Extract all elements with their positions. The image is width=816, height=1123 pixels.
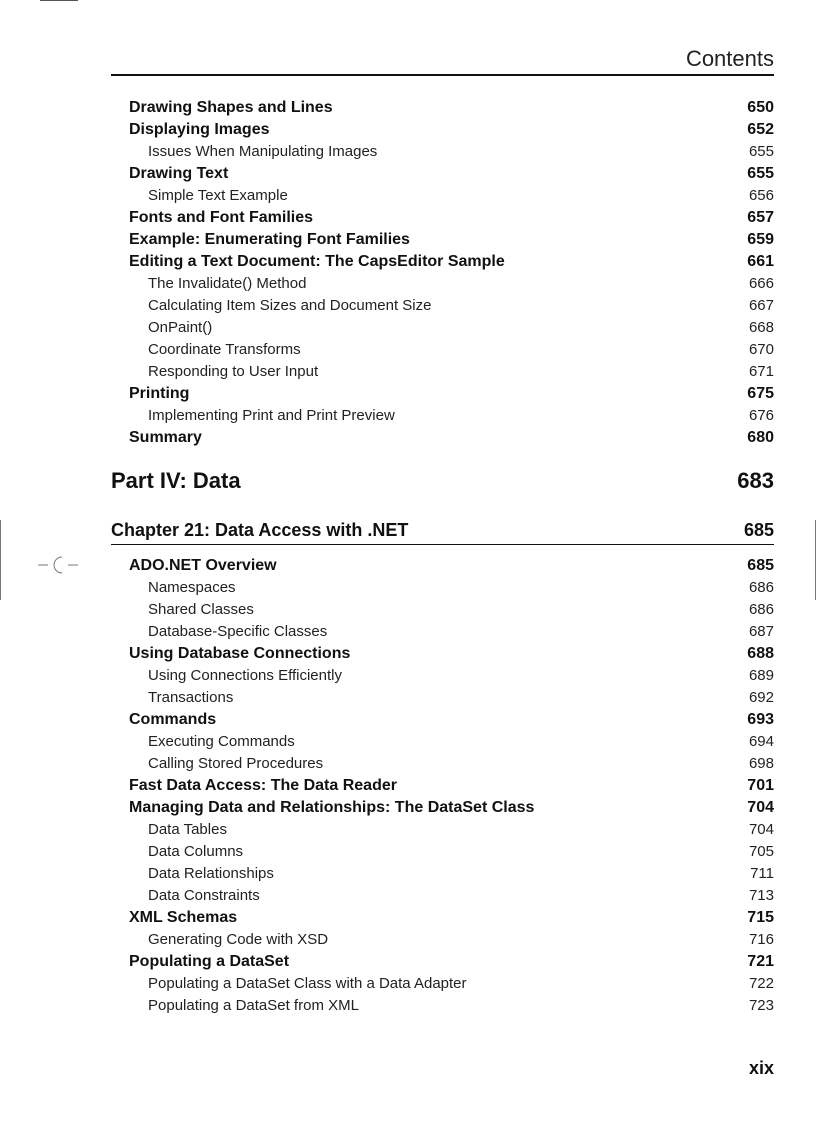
chapter-page-number: 685 xyxy=(743,520,774,540)
toc-subentry[interactable] xyxy=(111,885,774,907)
toc-subentry[interactable] xyxy=(111,819,774,841)
toc-entry[interactable] xyxy=(111,951,774,973)
toc-entry-page-number: 680 xyxy=(747,429,774,446)
toc-subentry[interactable] xyxy=(111,973,774,995)
toc-entry-page-number: 715 xyxy=(747,909,774,926)
page-folio: xix xyxy=(748,1058,774,1078)
toc-entry-title: Fonts and Font Families xyxy=(129,209,314,226)
toc-entry-page-number: 659 xyxy=(747,231,774,248)
toc-entry[interactable] xyxy=(111,555,774,577)
toc-entry-title: Summary xyxy=(129,429,202,446)
toc-entry-title: Simple Text Example xyxy=(148,187,288,204)
toc-entry-page-number: 721 xyxy=(747,953,774,970)
toc-entry-title: Using Database Connections xyxy=(129,645,351,662)
toc-entry-page-number: 670 xyxy=(748,341,774,358)
toc-entry-page-number: 671 xyxy=(748,363,774,380)
toc-entry-title: The Invalidate() Method xyxy=(148,275,307,292)
toc-entry-page-number: 675 xyxy=(747,385,774,402)
toc-entry-title: Shared Classes xyxy=(148,601,254,618)
part-page-number: 683 xyxy=(737,468,774,493)
toc-entry-page-number: 655 xyxy=(747,165,774,182)
toc-entry-title: Using Connections Efficiently xyxy=(148,667,342,684)
toc-entry-page-number: 676 xyxy=(748,407,774,424)
toc-entry-page-number: 689 xyxy=(748,667,774,684)
toc-entry[interactable] xyxy=(111,207,774,229)
toc-entry-page-number: 666 xyxy=(748,275,774,292)
toc-subentry[interactable] xyxy=(111,995,774,1017)
toc-entry-title: Database-Specific Classes xyxy=(148,623,328,640)
toc-subentry[interactable] xyxy=(111,753,774,775)
toc-entry-title: Responding to User Input xyxy=(148,363,319,380)
toc-entry-page-number: 711 xyxy=(750,865,774,882)
toc-entry-title: Managing Data and Relationships: The DataSet Class xyxy=(129,799,535,816)
toc-entry-title: Example: Enumerating Font Families xyxy=(129,231,410,248)
toc-subentry[interactable] xyxy=(111,361,774,383)
toc-entry-title: Displaying Images xyxy=(129,121,270,138)
toc-entry-title: Generating Code with XSD xyxy=(148,931,329,948)
toc-entry-title: Namespaces xyxy=(148,579,236,596)
toc-entry-title: Drawing Shapes and Lines xyxy=(129,99,333,116)
toc-entry[interactable] xyxy=(111,383,774,405)
toc-subentry[interactable] xyxy=(111,841,774,863)
toc-entry-title: Fast Data Access: The Data Reader xyxy=(129,777,397,794)
crop-mark-left xyxy=(0,520,1,600)
toc-entry-page-number: 698 xyxy=(748,755,774,772)
toc-entry-title: OnPaint() xyxy=(148,319,213,336)
toc-entry[interactable] xyxy=(111,229,774,251)
toc-subentry[interactable] xyxy=(111,185,774,207)
toc-entry-page-number: 701 xyxy=(747,777,774,794)
toc-entry-title: Editing a Text Document: The CapsEditor Sample xyxy=(129,253,505,270)
toc-entry[interactable] xyxy=(111,251,774,273)
toc-entry-title: Transactions xyxy=(148,689,234,706)
toc-entry-page-number: 705 xyxy=(748,843,774,860)
toc-entry-title: Implementing Print and Print Preview xyxy=(148,407,395,424)
toc-subentry[interactable] xyxy=(111,273,774,295)
crop-mark-top xyxy=(40,0,78,1)
toc-entry-page-number: 688 xyxy=(747,645,774,662)
toc-entry[interactable] xyxy=(111,907,774,929)
toc-entry[interactable] xyxy=(111,119,774,141)
toc-subentry[interactable] xyxy=(111,339,774,361)
toc-chapter-heading[interactable] xyxy=(111,516,774,545)
toc-entry[interactable] xyxy=(111,775,774,797)
toc-entry-title: Data Relationships xyxy=(148,865,274,882)
toc-entry-page-number: 704 xyxy=(748,821,774,838)
toc-entry-title: Data Tables xyxy=(148,821,227,838)
toc-entry-page-number: 667 xyxy=(748,297,774,314)
toc-subentry[interactable] xyxy=(111,317,774,339)
toc-entry-title: Populating a DataSet Class with a Data Adapter xyxy=(148,975,467,992)
toc-entry-page-number: 650 xyxy=(747,99,774,116)
toc-subentry[interactable] xyxy=(111,295,774,317)
toc-entry-page-number: 687 xyxy=(748,623,774,640)
toc-subentry[interactable] xyxy=(111,731,774,753)
toc-entry[interactable] xyxy=(111,427,774,449)
toc-entry-title: XML Schemas xyxy=(129,909,238,926)
toc-entry[interactable] xyxy=(111,709,774,731)
toc-entry-title: Commands xyxy=(129,711,217,728)
toc-entry-page-number: 668 xyxy=(748,319,774,336)
header-rule xyxy=(111,74,774,76)
toc-subentry[interactable] xyxy=(111,929,774,951)
toc-entry[interactable] xyxy=(111,797,774,819)
toc-entry-title: Printing xyxy=(129,385,190,402)
toc-entry-page-number: 704 xyxy=(747,799,774,816)
chapter-title: Chapter 21: Data Access with .NET xyxy=(111,520,409,540)
toc-subentry[interactable] xyxy=(111,621,774,643)
toc-entry-title: Drawing Text xyxy=(129,165,229,182)
toc-entry[interactable] xyxy=(111,163,774,185)
toc-entry-page-number: 693 xyxy=(747,711,774,728)
toc-entry[interactable] xyxy=(111,643,774,665)
toc-entry[interactable] xyxy=(111,97,774,119)
toc-entry-title: Populating a DataSet xyxy=(129,953,290,970)
toc-entry-title: Calling Stored Procedures xyxy=(148,755,324,772)
toc-subentry[interactable] xyxy=(111,665,774,687)
toc-entry-page-number: 661 xyxy=(747,253,774,270)
toc-entry-page-number: 692 xyxy=(748,689,774,706)
toc-part-heading[interactable] xyxy=(111,466,774,496)
toc-section-before-part xyxy=(111,97,774,449)
toc-entry-page-number: 655 xyxy=(748,143,774,160)
toc-entry-page-number: 652 xyxy=(747,121,774,138)
toc-entry-title: ADO.NET Overview xyxy=(129,557,277,574)
toc-entry-title: Coordinate Transforms xyxy=(148,341,301,358)
toc-subentry[interactable] xyxy=(111,863,774,885)
table-of-contents xyxy=(111,97,774,1017)
toc-entry-page-number: 686 xyxy=(748,579,774,596)
toc-subentry[interactable] xyxy=(111,599,774,621)
toc-entry-page-number: 716 xyxy=(748,931,774,948)
toc-entry-title: Data Constraints xyxy=(148,887,260,904)
toc-entry-title: Data Columns xyxy=(148,843,244,860)
registration-mark-icon xyxy=(38,550,82,580)
toc-section-after-chapter xyxy=(111,555,774,1017)
toc-entry-page-number: 713 xyxy=(748,887,774,904)
toc-entry-page-number: 723 xyxy=(748,997,774,1014)
toc-entry-page-number: 686 xyxy=(748,601,774,618)
toc-entry-page-number: 685 xyxy=(747,557,774,574)
toc-entry-title: Calculating Item Sizes and Document Size xyxy=(148,297,432,314)
toc-entry-page-number: 657 xyxy=(747,209,774,226)
toc-subentry[interactable] xyxy=(111,577,774,599)
toc-subentry[interactable] xyxy=(111,687,774,709)
running-head: Contents xyxy=(685,46,774,71)
toc-entry-page-number: 656 xyxy=(748,187,774,204)
toc-entry-title: Issues When Manipulating Images xyxy=(148,143,378,160)
toc-entry-title: Populating a DataSet from XML xyxy=(148,997,359,1014)
toc-entry-page-number: 694 xyxy=(748,733,774,750)
toc-subentry[interactable] xyxy=(111,141,774,163)
toc-subentry[interactable] xyxy=(111,405,774,427)
part-title: Part IV: Data xyxy=(111,468,241,493)
toc-entry-page-number: 722 xyxy=(748,975,774,992)
toc-entry-title: Executing Commands xyxy=(148,733,295,750)
